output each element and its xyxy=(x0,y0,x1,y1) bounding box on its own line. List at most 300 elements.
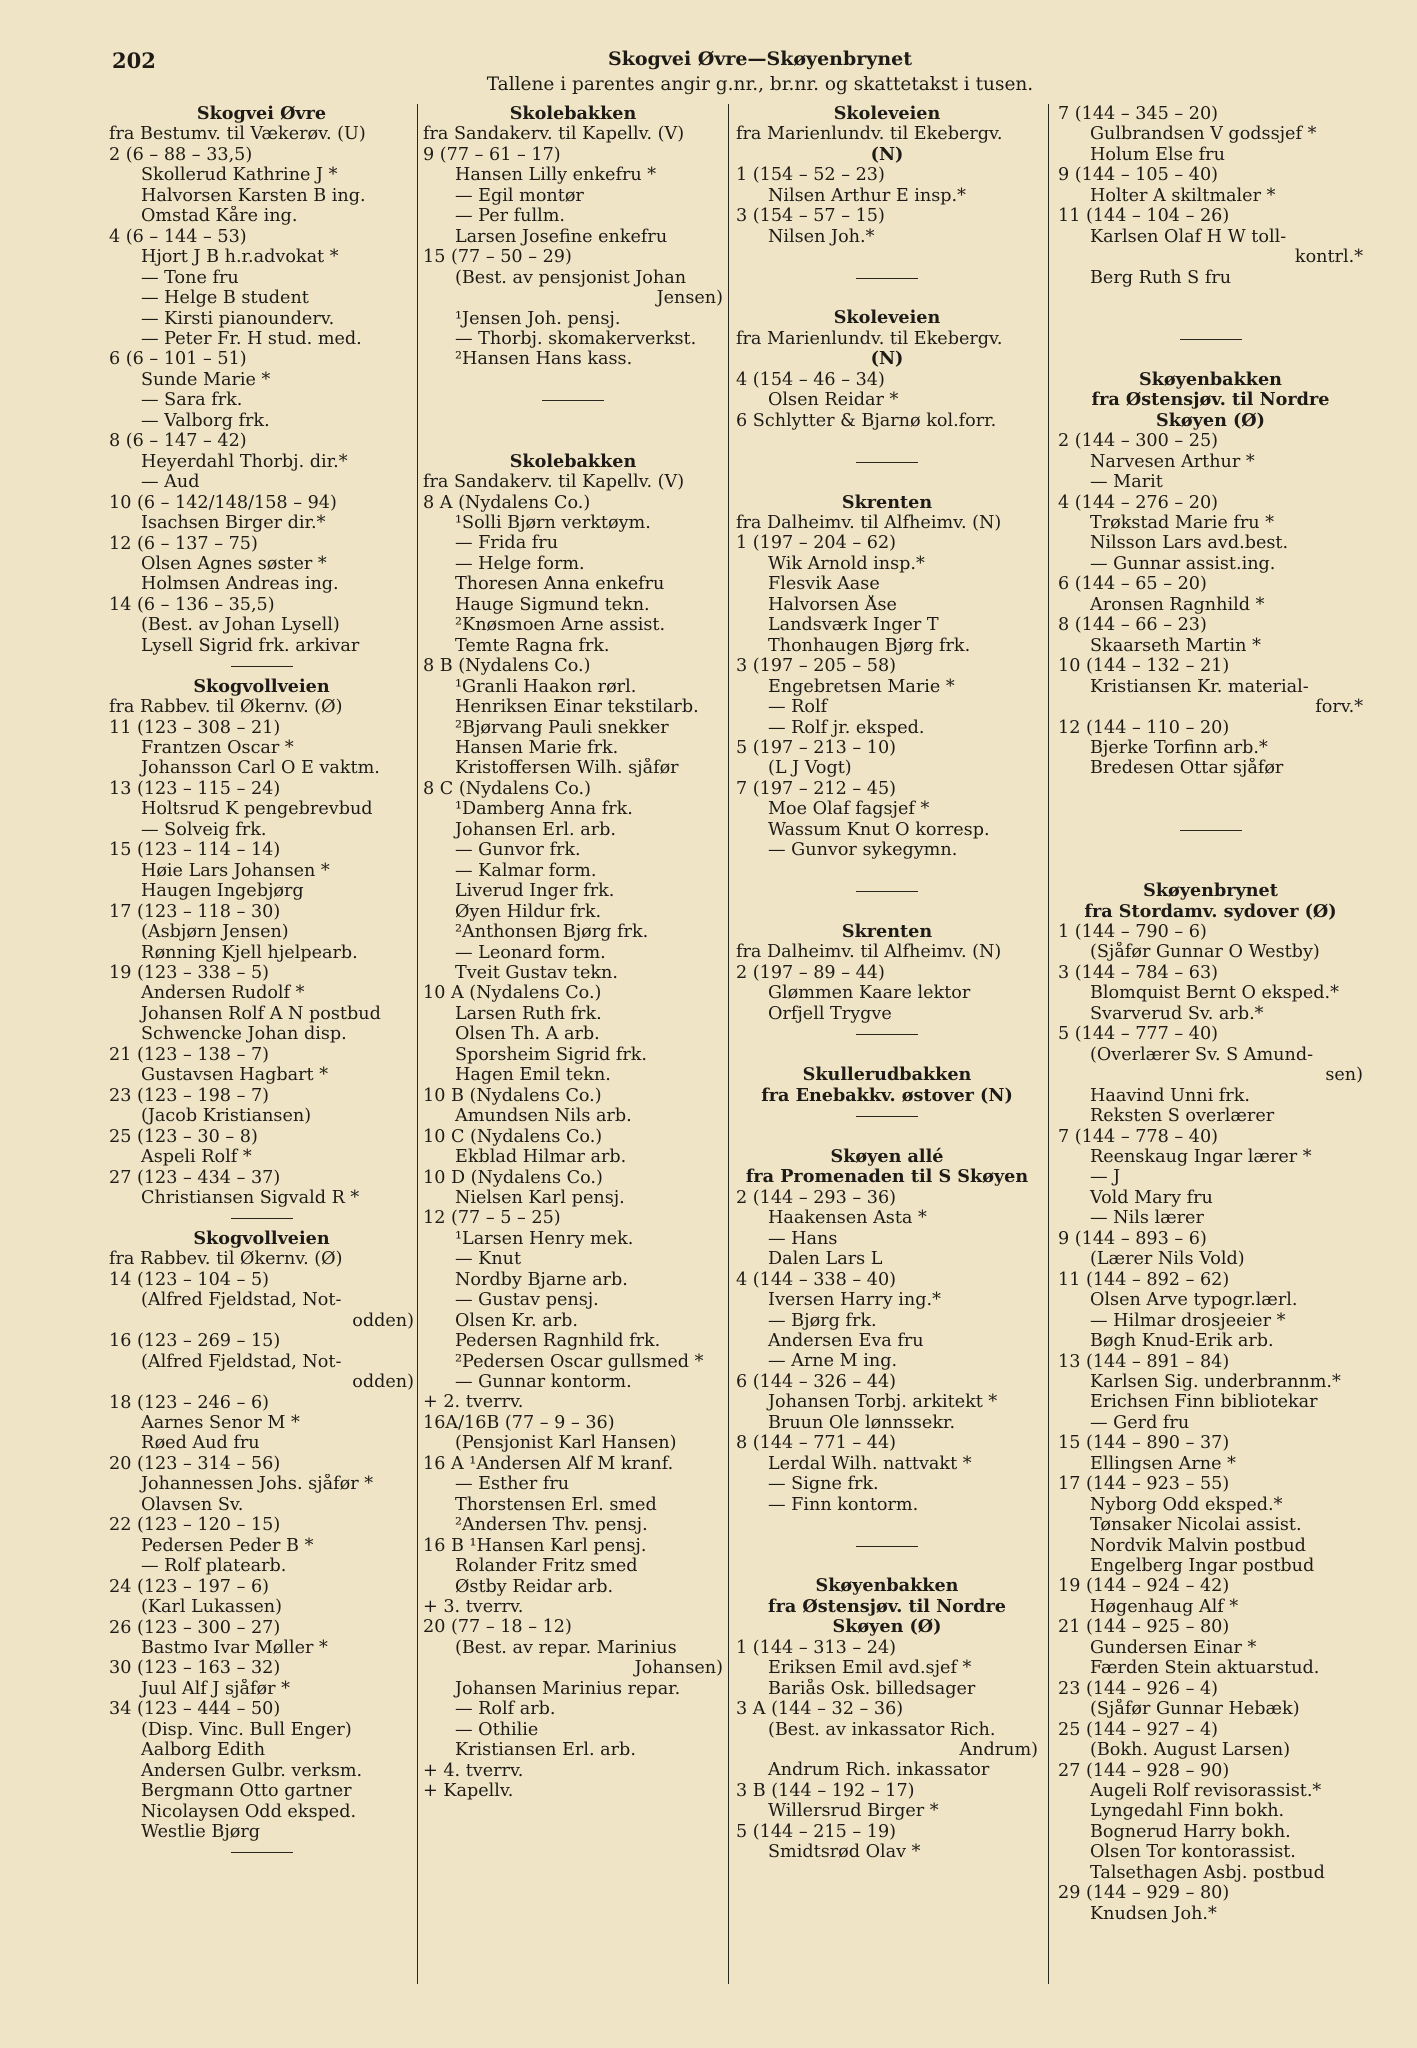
resident-entry: Erichsen Finn bibliotekar xyxy=(1090,1392,1318,1413)
address-entry: 16A/16B (77 – 9 – 36) xyxy=(423,1412,615,1433)
resident-entry: Vold Mary fru xyxy=(1090,1187,1213,1208)
resident-entry: — Gunnar kontorm. xyxy=(455,1372,632,1393)
resident-entry: Knudsen Joh.* xyxy=(1090,1903,1217,1924)
resident-entry: Aronsen Ragnhild * xyxy=(1090,594,1265,615)
address-entry: 30 (123 – 163 – 32) xyxy=(109,1658,281,1679)
resident-entry: Holtsrud K pengebrevbud xyxy=(141,799,373,820)
resident-entry: ²Anthonsen Bjørg frk. xyxy=(455,922,649,943)
resident-entry: Gustavsen Hagbart * xyxy=(141,1065,328,1086)
resident-entry: Haugen Ingebjørg xyxy=(141,881,304,902)
resident-entry: Nicolaysen Odd eksped. xyxy=(141,1801,357,1822)
spacer xyxy=(736,1045,1038,1065)
page-title: Skogvei Øvre—Skøyenbrynet xyxy=(607,48,912,70)
resident-entry: Engebretsen Marie * xyxy=(768,676,955,697)
address-entry: 15 (144 – 890 – 37) xyxy=(1058,1433,1230,1454)
resident-entry: Karlsen Sig. underbrannm.* xyxy=(1090,1371,1341,1392)
resident-entry: Talsethagen Asbj. postbud xyxy=(1090,1862,1325,1883)
section-divider xyxy=(736,881,1038,901)
resident-entry: (Lærer Nils Vold) xyxy=(1090,1249,1245,1270)
address-entry: 16 (123 – 269 – 15) xyxy=(109,1331,281,1352)
directory-column-1 xyxy=(109,104,414,1863)
street-heading: Skoleveien xyxy=(833,103,941,124)
address-entry: 6 (6 – 101 – 51) xyxy=(109,349,247,370)
resident-entry: Smidtsrød Olav * xyxy=(768,1842,921,1863)
resident-entry: Olsen Reidar * xyxy=(768,390,899,411)
resident-entry: Heyerdahl Thorbj. dir.* xyxy=(141,451,348,472)
continuation-line: Andrum) xyxy=(959,1740,1038,1760)
address-entry: 20 (77 – 18 – 12) xyxy=(423,1617,572,1638)
street-heading: Skogvei Øvre xyxy=(196,103,327,124)
resident-entry: — Nils lærer xyxy=(1090,1208,1204,1229)
resident-entry: (Alfred Fjeldstad, Not- xyxy=(141,1351,342,1372)
resident-entry: Kristiansen Kr. material- xyxy=(1090,676,1309,697)
address-entry: 11 (123 – 308 – 21) xyxy=(109,717,281,738)
section-divider xyxy=(736,1024,1038,1044)
resident-entry: Johansen Rolf A N postbud xyxy=(141,1003,381,1024)
continuation-line: forv.* xyxy=(1315,697,1363,718)
address-entry: 14 (123 – 104 – 5) xyxy=(109,1269,270,1290)
resident-entry: Bøgh Knud-Erik arb. xyxy=(1090,1331,1274,1352)
section-divider xyxy=(736,1106,1038,1126)
resident-entry: — Rolf platearb. xyxy=(141,1556,287,1577)
address-entry: 26 (123 – 300 – 27) xyxy=(109,1617,281,1638)
resident-entry: — Esther fru xyxy=(455,1474,570,1495)
address-entry: 21 (123 – 138 – 7) xyxy=(109,1044,270,1065)
address-entry: 1 (154 – 52 – 23) xyxy=(736,165,885,186)
street-heading: fra Stordamv. sydover (Ø) xyxy=(1084,900,1337,922)
address-entry: 29 (144 – 929 – 80) xyxy=(1058,1883,1230,1904)
address-entry: 25 (123 – 30 – 8) xyxy=(109,1126,258,1147)
resident-entry: Svarverud Sv. arb.* xyxy=(1090,1003,1264,1024)
resident-entry: Wik Arnold insp.* xyxy=(768,553,925,574)
address-entry: 13 (123 – 115 – 24) xyxy=(109,778,281,799)
resident-entry: — Rolf xyxy=(768,697,828,718)
resident-entry: ¹Jensen Joh. pensj. xyxy=(455,308,621,329)
resident-entry: Hansen Marie frk. xyxy=(455,737,619,758)
resident-entry: Tønsaker Nicolai assist. xyxy=(1090,1515,1302,1536)
resident-entry: Nielsen Karl pensj. xyxy=(455,1187,625,1208)
resident-entry: (Disp. Vinc. Bull Enger) xyxy=(141,1719,352,1740)
address-entry: 20 (123 – 314 – 56) xyxy=(109,1453,281,1474)
resident-entry: Nordvik Malvin postbud xyxy=(1090,1535,1306,1556)
street-heading: Skolebakken xyxy=(509,103,637,124)
address-entry: 3 (154 – 57 – 15) xyxy=(736,206,885,227)
street-range: fra Marienlundv. til Ekebergv. xyxy=(736,124,1003,145)
street-range: fra Bestumv. til Vækerøv. (U) xyxy=(109,124,366,145)
continuation-line: Jensen) xyxy=(656,288,723,309)
address-entry: 1 (144 – 313 – 24) xyxy=(736,1637,897,1658)
resident-entry: — Gerd fru xyxy=(1090,1412,1190,1433)
resident-entry: Bergmann Otto gartner xyxy=(141,1781,352,1802)
spacer xyxy=(423,411,723,431)
address-entry: 16 B ¹Hansen Karl pensj. xyxy=(423,1535,647,1556)
resident-entry: Bjerke Torfinn arb.* xyxy=(1090,737,1268,758)
resident-entry: — Per fullm. xyxy=(455,206,566,227)
address-entry: 2 (197 – 89 – 44) xyxy=(736,962,885,983)
address-entry: 10 (144 – 132 – 21) xyxy=(1058,656,1230,677)
resident-entry: Olavsen Sv. xyxy=(141,1494,244,1515)
resident-entry: Rolander Fritz smed xyxy=(455,1556,638,1577)
resident-entry: — Hilmar drosjeeier * xyxy=(1090,1310,1286,1331)
resident-entry: — Egil montør xyxy=(455,185,584,206)
resident-entry: ²Pedersen Oscar gullsmed * xyxy=(455,1351,704,1372)
resident-entry: Kristiansen Erl. arb. xyxy=(455,1740,636,1761)
resident-entry: Trøkstad Marie fru * xyxy=(1090,513,1275,533)
resident-entry: Thoresen Anna enkefru xyxy=(455,574,665,595)
address-entry: 3 B (144 – 192 – 17) xyxy=(736,1780,915,1801)
street-heading: Skolebakken xyxy=(509,450,637,472)
resident-entry: — Solveig frk. xyxy=(141,819,267,840)
address-entry: 7 (144 – 345 – 20) xyxy=(1058,104,1219,124)
address-entry: 3 (197 – 205 – 58) xyxy=(736,656,897,677)
resident-entry: Tveit Gustav tekn. xyxy=(455,962,618,983)
resident-entry: Augeli Rolf revisorassist.* xyxy=(1090,1781,1322,1802)
resident-entry: (Pensjonist Karl Hansen) xyxy=(455,1433,677,1454)
street-range: fra Rabbev. til Økernv. (Ø) xyxy=(109,697,343,718)
resident-entry: Høgenhaug Alf * xyxy=(1090,1596,1239,1617)
resident-entry: — Signe frk. xyxy=(768,1474,879,1495)
resident-entry: Holter A skiltmaler * xyxy=(1090,185,1276,206)
spacer xyxy=(1058,288,1363,308)
address-entry: + 4. tverrv. xyxy=(423,1760,524,1781)
continuation-line: odden) xyxy=(352,1310,414,1331)
address-entry: 25 (144 – 927 – 4) xyxy=(1058,1719,1219,1740)
resident-entry: — Kirsti pianounderv. xyxy=(141,308,335,329)
resident-entry: Nordby Bjarne arb. xyxy=(455,1269,628,1290)
address-entry: 21 (144 – 925 – 80) xyxy=(1058,1617,1230,1638)
resident-entry: (Asbjørn Jensen) xyxy=(141,922,289,943)
resident-entry: Høie Lars Johansen * xyxy=(141,860,330,881)
resident-entry: (Sjåfør Gunnar O Westby) xyxy=(1090,942,1320,963)
resident-entry: — Leonard form. xyxy=(455,942,606,963)
resident-entry: Blomquist Bernt O eksped.* xyxy=(1090,983,1339,1004)
address-entry: + 2. tverrv. xyxy=(423,1392,524,1413)
spacer xyxy=(1058,349,1363,369)
resident-entry: — Gustav pensj. xyxy=(455,1290,599,1311)
resident-entry: Holmsen Andreas ing. xyxy=(141,574,339,595)
resident-entry: Glømmen Kaare lektor xyxy=(768,983,971,1004)
resident-entry: Larsen Ruth frk. xyxy=(455,1003,602,1024)
resident-entry: Østby Reidar arb. xyxy=(455,1576,614,1597)
resident-entry: — Frida fru xyxy=(455,533,559,554)
address-entry: 15 (77 – 50 – 29) xyxy=(423,247,572,268)
address-entry: 13 (144 – 891 – 84) xyxy=(1058,1351,1230,1372)
address-entry: 6 (144 – 326 – 44) xyxy=(736,1371,897,1392)
resident-entry: Bognerud Harry bokh. xyxy=(1090,1821,1291,1842)
resident-entry: ¹Granli Haakon rørl. xyxy=(455,676,637,697)
resident-entry: Iversen Harry ing.* xyxy=(768,1290,941,1311)
resident-entry: Wassum Knut O korresp. xyxy=(768,819,990,840)
resident-entry: Lysell Sigrid frk. arkivar xyxy=(141,635,360,656)
resident-entry: (Bokh. August Larsen) xyxy=(1090,1740,1291,1761)
address-entry: 1 (144 – 790 – 6) xyxy=(1058,921,1207,942)
resident-entry: — Gunvor frk. xyxy=(455,840,581,861)
resident-entry: Nilsen Arthur E insp.* xyxy=(768,185,966,206)
resident-entry: — Hans xyxy=(768,1228,838,1249)
resident-entry: Amundsen Nils arb. xyxy=(455,1106,632,1127)
spacer xyxy=(423,370,723,390)
address-entry: 7 (144 – 778 – 40) xyxy=(1058,1126,1219,1147)
resident-entry: — Peter Fr. H stud. med. xyxy=(141,328,362,349)
resident-entry: Olsen Th. A arb. xyxy=(455,1024,600,1045)
address-entry: 6 (144 – 65 – 20) xyxy=(1058,574,1207,595)
resident-entry: Sunde Marie * xyxy=(141,369,271,390)
resident-entry: (Sjåfør Gunnar Hebæk) xyxy=(1090,1699,1300,1720)
resident-entry: ²Andersen Thv. pensj. xyxy=(455,1515,648,1536)
resident-entry: — Rolf jr. eksped. xyxy=(768,717,925,738)
address-entry: 3 (144 – 784 – 63) xyxy=(1058,962,1219,983)
street-heading: fra Østensjøv. til Nordre xyxy=(1091,389,1330,411)
street-heading: Skullerudbakken xyxy=(802,1064,972,1086)
resident-entry: Aalborg Edith xyxy=(141,1740,266,1761)
address-entry: 23 (123 – 198 – 7) xyxy=(109,1085,270,1106)
resident-entry: Schwencke Johan disp. xyxy=(141,1024,347,1045)
section-divider xyxy=(423,390,723,410)
resident-entry: Ellingsen Arne * xyxy=(1090,1453,1236,1474)
resident-entry: Westlie Bjørg xyxy=(141,1822,261,1843)
resident-entry: Skaarseth Martin * xyxy=(1090,635,1261,656)
resident-entry: Lyngedahl Finn bokh. xyxy=(1090,1801,1285,1822)
resident-entry: (Best. av repar. Marinius xyxy=(455,1637,677,1658)
resident-entry: Kristoffersen Wilh. sjåfør xyxy=(455,758,679,779)
resident-entry: Hjort J B h.r.advokat * xyxy=(141,247,339,268)
resident-entry: Hauge Sigmund tekn. xyxy=(455,594,650,615)
column-divider xyxy=(417,104,418,1984)
resident-entry: ²Hansen Hans kass. xyxy=(455,349,633,370)
resident-entry: Olsen Tor kontorassist. xyxy=(1090,1842,1296,1863)
resident-entry: Hagen Emil tekn. xyxy=(455,1065,611,1086)
resident-entry: Omstad Kåre ing. xyxy=(141,206,298,227)
resident-entry: ²Bjørvang Pauli snekker xyxy=(455,717,669,738)
resident-entry: Gundersen Einar * xyxy=(1090,1637,1257,1658)
address-entry: 19 (144 – 924 – 42) xyxy=(1058,1576,1230,1597)
address-entry: 6 Schlytter & Bjarnø kol.forr. xyxy=(736,410,997,431)
directory-column-2 xyxy=(423,104,723,1802)
resident-entry: — J xyxy=(1090,1167,1121,1188)
directory-column-4 xyxy=(1058,104,1363,1924)
resident-entry: Halvorsen Karsten B ing. xyxy=(141,185,366,206)
address-entry: 8 (6 – 147 – 42) xyxy=(109,431,247,452)
spacer xyxy=(736,902,1038,922)
resident-entry: Ekblad Hilmar arb. xyxy=(455,1147,627,1168)
address-entry: + 3. tverrv. xyxy=(423,1597,524,1618)
resident-entry: Nyborg Odd eksped.* xyxy=(1090,1494,1283,1515)
resident-entry: Olsen Agnes søster * xyxy=(141,553,327,574)
section-divider xyxy=(736,268,1038,288)
address-entry: 14 (6 – 136 – 35,5) xyxy=(109,594,275,615)
resident-entry: Juul Alf J sjåfør * xyxy=(141,1678,290,1699)
resident-entry: Willersrud Birger * xyxy=(768,1801,939,1822)
address-entry: 2 (6 – 88 – 33,5) xyxy=(109,144,253,165)
street-range: fra Rabbev. til Økernv. (Ø) xyxy=(109,1249,343,1270)
address-entry: 4 (144 – 338 – 40) xyxy=(736,1269,897,1290)
resident-entry: (Alfred Fjeldstad, Not- xyxy=(141,1290,342,1311)
spacer xyxy=(736,247,1038,267)
address-entry: 8 (144 – 66 – 23) xyxy=(1058,615,1207,636)
resident-entry: — Sara frk. xyxy=(141,390,243,411)
resident-entry: (Best. av Johan Lysell) xyxy=(141,615,340,636)
resident-entry: Johannessen Johs. sjåfør * xyxy=(141,1474,374,1495)
address-entry: 10 D (Nydalens Co.) xyxy=(423,1167,603,1188)
address-entry: 27 (144 – 928 – 90) xyxy=(1058,1760,1230,1781)
resident-entry: Karlsen Olaf H W toll- xyxy=(1090,226,1287,247)
resident-entry: ¹Damberg Anna frk. xyxy=(455,799,633,820)
address-entry: 2 (144 – 300 – 25) xyxy=(1058,431,1219,452)
street-range: fra Sandakerv. til Kapellv. (V) xyxy=(423,472,685,493)
resident-entry: Rønning Kjell hjelpearb. xyxy=(141,942,358,963)
address-entry: 5 (197 – 213 – 10) xyxy=(736,737,897,758)
address-entry: 16 A ¹Andersen Alf M kranf. xyxy=(423,1453,674,1474)
resident-entry: Bredesen Ottar sjåfør xyxy=(1090,758,1284,779)
spacer xyxy=(423,431,723,451)
address-entry: 12 (144 – 110 – 20) xyxy=(1058,717,1230,738)
address-entry: 10 (6 – 142/148/158 – 94) xyxy=(109,492,337,513)
address-entry: 27 (123 – 434 – 37) xyxy=(109,1167,281,1188)
address-entry: 10 C (Nydalens Co.) xyxy=(423,1126,603,1147)
resident-entry: — Bjørg frk. xyxy=(768,1310,877,1331)
resident-entry: (Karl Lukassen) xyxy=(141,1597,282,1618)
spacer xyxy=(736,431,1038,451)
resident-entry: Halvorsen Åse xyxy=(768,594,897,615)
street-heading: Skøyen (Ø) xyxy=(1156,409,1265,431)
resident-entry: Engelberg Ingar postbud xyxy=(1090,1556,1315,1577)
street-range: fra Marienlundv. til Ekebergv. xyxy=(736,328,1003,349)
resident-entry: Reenskaug Ingar lærer * xyxy=(1090,1146,1312,1167)
resident-entry: (Best. av inkassator Rich. xyxy=(768,1719,996,1740)
resident-entry: Dalen Lars L xyxy=(768,1249,883,1270)
resident-entry: — Gunnar assist.ing. xyxy=(1090,553,1276,574)
resident-entry: Andrum Rich. inkassator xyxy=(768,1760,990,1781)
resident-entry: Henriksen Einar tekstilarb. xyxy=(455,697,699,718)
resident-entry: — Gunvor sykegymn. xyxy=(768,840,958,861)
street-heading: fra Enebakkv. østover (N) xyxy=(761,1084,1013,1106)
resident-entry: Narvesen Arthur * xyxy=(1090,451,1255,472)
resident-entry: Olsen Arve typogr.lærl. xyxy=(1090,1290,1298,1311)
address-entry: 5 (144 – 777 – 40) xyxy=(1058,1024,1219,1045)
address-entry: 34 (123 – 444 – 50) xyxy=(109,1699,281,1720)
address-entry: 3 A (144 – 32 – 36) xyxy=(736,1699,904,1720)
spacer xyxy=(1058,799,1363,819)
resident-entry: Orfjell Trygve xyxy=(768,1003,892,1024)
resident-entry: — Othilie xyxy=(455,1719,539,1740)
resident-entry: Olsen Kr. arb. xyxy=(455,1310,578,1331)
address-entry: 12 (6 – 137 – 75) xyxy=(109,533,258,554)
continuation-line: sen) xyxy=(1325,1065,1363,1086)
section-divider xyxy=(736,452,1038,472)
resident-entry: Reksten S overlærer xyxy=(1090,1106,1275,1127)
section-divider xyxy=(109,1842,414,1862)
address-entry: 8 B (Nydalens Co.) xyxy=(423,656,591,677)
address-entry: 9 (77 – 61 – 17) xyxy=(423,144,561,165)
section-divider xyxy=(109,1208,414,1228)
address-entry: 1 (197 – 204 – 62) xyxy=(736,533,897,554)
page-number: 202 xyxy=(112,48,156,73)
resident-entry: Moe Olaf fagsjef * xyxy=(768,799,930,820)
resident-entry: Haakensen Asta * xyxy=(768,1208,927,1229)
resident-entry: Eriksen Emil avd.sjef * xyxy=(768,1658,972,1679)
column-divider xyxy=(1048,104,1049,1984)
section-divider xyxy=(736,1536,1038,1556)
address-entry: 23 (144 – 926 – 4) xyxy=(1058,1678,1219,1699)
spacer xyxy=(736,472,1038,492)
resident-entry: Johansson Carl O E vaktm. xyxy=(141,758,380,779)
address-entry: 19 (123 – 338 – 5) xyxy=(109,963,270,984)
address-entry: 4 (144 – 276 – 20) xyxy=(1058,492,1219,513)
resident-entry: Pedersen Ragnhild frk. xyxy=(455,1331,661,1352)
resident-entry: Hansen Lilly enkefru * xyxy=(455,165,657,186)
street-heading: Skøyen allé xyxy=(830,1145,944,1167)
resident-entry: Johansen Marinius repar. xyxy=(455,1678,681,1699)
resident-entry: ¹Larsen Henry mek. xyxy=(455,1228,634,1249)
resident-entry: Nilsen Joh.* xyxy=(768,226,875,247)
address-entry: 17 (144 – 923 – 55) xyxy=(1058,1474,1230,1495)
resident-entry: Øyen Hildur frk. xyxy=(455,901,602,922)
resident-entry: Christiansen Sigvald R * xyxy=(141,1188,360,1208)
resident-entry: Andersen Rudolf * xyxy=(141,983,305,1004)
address-entry: 5 (144 – 215 – 19) xyxy=(736,1821,897,1842)
resident-entry: Andersen Eva fru xyxy=(768,1330,924,1351)
section-divider xyxy=(109,656,414,676)
resident-entry: Liverud Inger frk. xyxy=(455,881,615,902)
spacer xyxy=(736,1126,1038,1146)
address-entry: 10 A (Nydalens Co.) xyxy=(423,983,602,1004)
resident-entry: Skollerud Kathrine J * xyxy=(141,165,338,186)
resident-entry: Johansen Erl. arb. xyxy=(455,819,616,840)
resident-entry: Haavind Unni frk. xyxy=(1090,1085,1250,1106)
resident-entry: Røed Aud fru xyxy=(141,1433,260,1454)
address-entry: 11 (144 – 104 – 26) xyxy=(1058,206,1230,227)
resident-entry: (Overlærer Sv. S Amund- xyxy=(1090,1044,1314,1065)
section-divider xyxy=(1058,329,1363,349)
resident-entry: — Marit xyxy=(1090,472,1163,493)
resident-entry: ²Knøsmoen Arne assist. xyxy=(455,615,666,636)
address-entry: 24 (123 – 197 – 6) xyxy=(109,1576,270,1597)
address-entry: 10 B (Nydalens Co.) xyxy=(423,1085,602,1106)
continuation-line: odden) xyxy=(352,1372,414,1393)
resident-entry: Bruun Ole lønnssekr. xyxy=(768,1412,956,1433)
resident-entry: — Valborg frk. xyxy=(141,410,270,431)
resident-entry: Sporsheim Sigrid frk. xyxy=(455,1044,648,1065)
spacer xyxy=(1058,861,1363,881)
resident-entry: — Kalmar form. xyxy=(455,860,597,881)
resident-entry: Flesvik Aase xyxy=(768,574,880,595)
resident-entry: Bariås Osk. billedsager xyxy=(768,1678,976,1699)
street-heading: Skrenten xyxy=(841,491,933,513)
street-heading: Skøyen (Ø) xyxy=(832,1616,942,1638)
column-divider xyxy=(728,104,729,1984)
directory-column-3 xyxy=(736,104,1038,1863)
section-divider xyxy=(1058,820,1363,840)
resident-entry: — Aud xyxy=(141,472,200,493)
resident-entry: Aarnes Senor M * xyxy=(141,1412,300,1433)
street-range: fra Sandakerv. til Kapellv. (V) xyxy=(423,124,685,145)
street-heading: (N) xyxy=(870,143,904,165)
address-entry: 4 (6 – 144 – 53) xyxy=(109,226,247,247)
resident-entry: — Knut xyxy=(455,1249,522,1270)
resident-entry: — Rolf arb. xyxy=(455,1699,556,1720)
resident-entry: Frantzen Oscar * xyxy=(141,738,294,759)
address-entry: 4 (154 – 46 – 34) xyxy=(736,369,885,390)
page-subtitle: Tallene i parentes angir g.nr., br.nr. og skattetakst i tusen. xyxy=(486,74,1034,95)
spacer xyxy=(736,288,1038,308)
resident-entry: Aspeli Rolf * xyxy=(141,1147,252,1168)
address-entry: 8 A (Nydalens Co.) xyxy=(423,492,591,513)
address-entry: 11 (144 – 892 – 62) xyxy=(1058,1269,1230,1290)
address-entry: 9 (144 – 893 – 6) xyxy=(1058,1228,1207,1249)
continuation-line: kontrl.* xyxy=(1294,247,1363,268)
resident-entry: — Tone fru xyxy=(141,267,239,288)
resident-entry: Holum Else fru xyxy=(1090,144,1225,165)
